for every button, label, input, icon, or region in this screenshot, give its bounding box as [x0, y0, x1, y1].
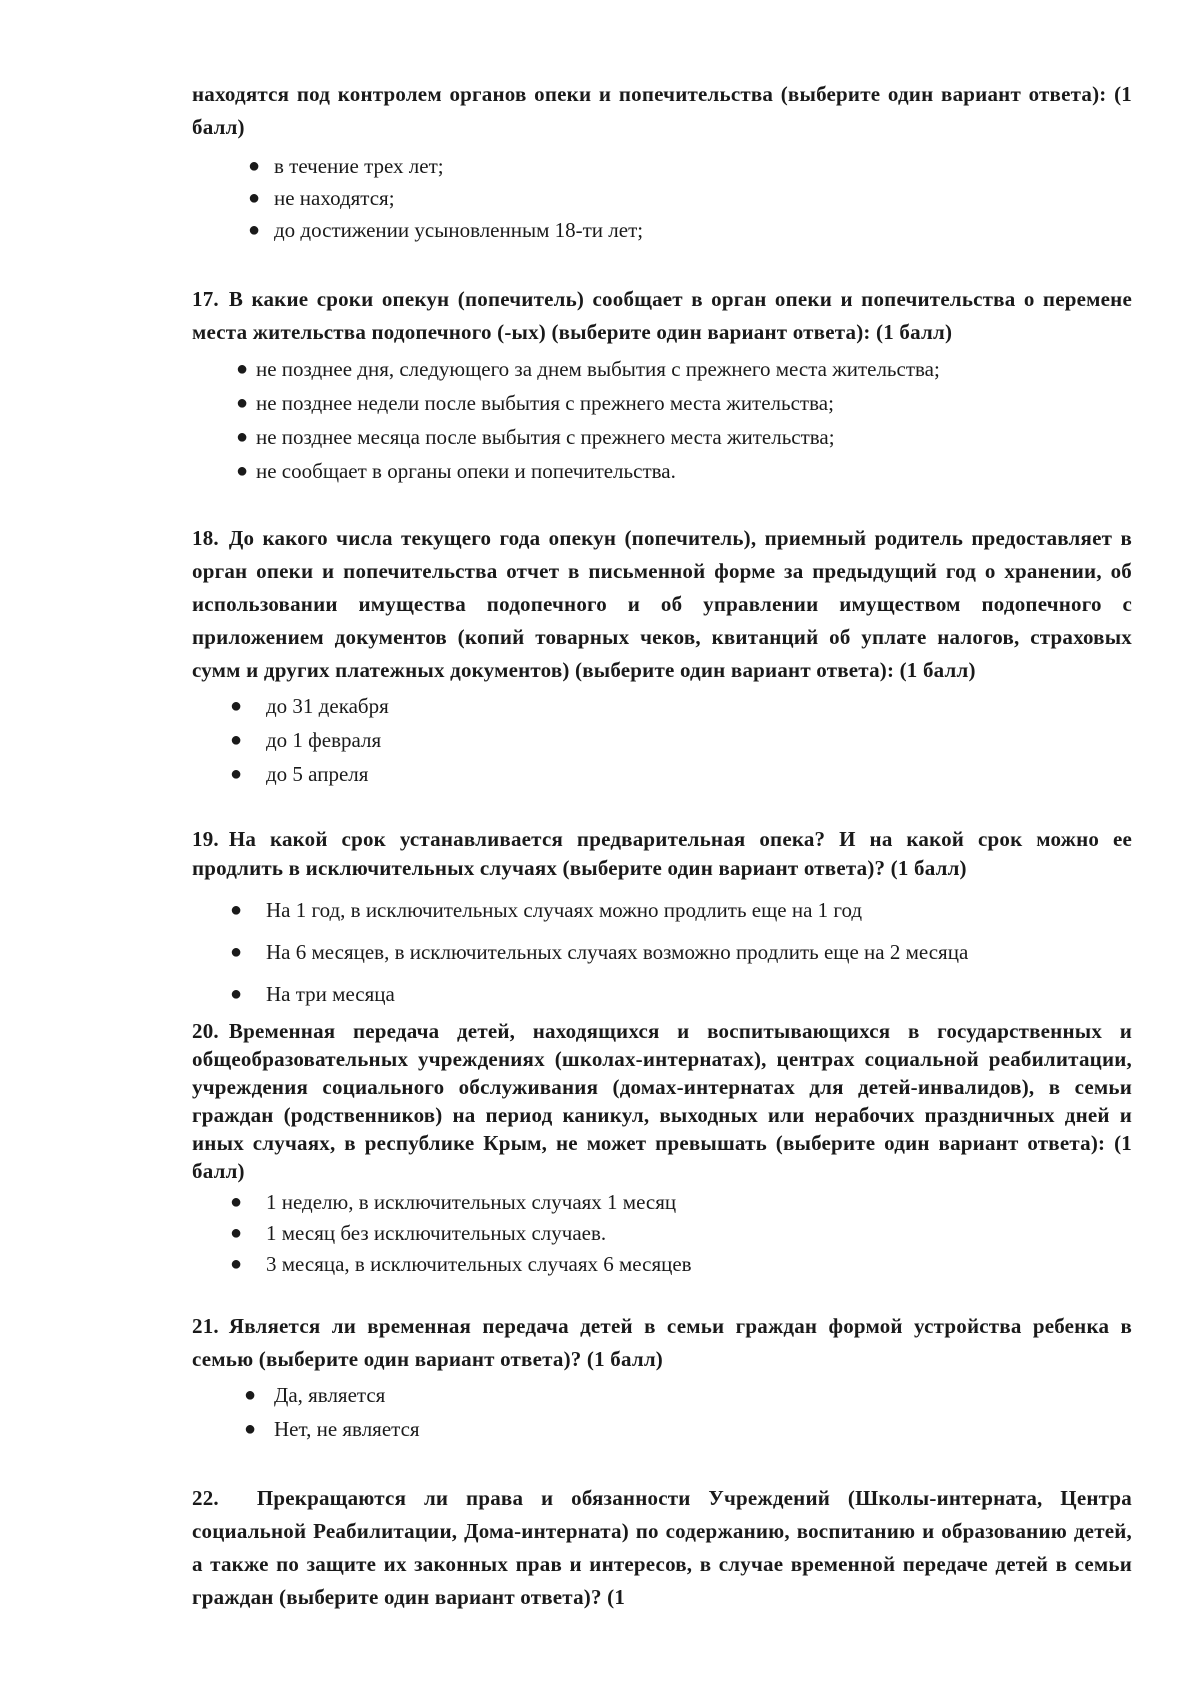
answer-option[interactable]: ● не позднее дня, следующего за днем выбытия с прежнего места жительства; — [192, 352, 1132, 386]
bullet-icon: ● — [236, 358, 249, 380]
question-text: 21. Является ли временная передача детей в семьи граждан формой устройства ребенка в семью (выберите один вариант ответа)? (1 балл) — [192, 1314, 1132, 1371]
bullet-icon: ● — [230, 1191, 243, 1213]
answer-options — [192, 1378, 1132, 1446]
question-number: 19. — [192, 827, 219, 851]
question-text: 22. Прекращаются ли права и обязанности Учреждений (Школы-интерната, Центра социальной Реабилитации, Дома-интерната) по содержанию, воспитанию и образованию детей, а также по защите их законных прав и интересов, в случае временной передаче детей в семьи граждан (выберите один вариант ответа)? (1 — [192, 1486, 1132, 1609]
bullet-icon: ● — [230, 899, 243, 921]
answer-option[interactable]: ● 1 неделю, в исключительных случаях 1 месяц — [192, 1187, 1132, 1218]
bullet-icon: ● — [230, 695, 243, 717]
answer-option[interactable]: ● не сообщает в органы опеки и попечительства. — [192, 454, 1132, 488]
answer-option[interactable]: ● не позднее недели после выбытия с прежнего места жительства; — [192, 386, 1132, 420]
answer-option[interactable]: ● не находятся; — [192, 182, 1132, 214]
question-18-block — [192, 522, 1132, 791]
answer-option[interactable]: ● 1 месяц без исключительных случаев. — [192, 1218, 1132, 1249]
question-number: 18. — [192, 526, 219, 550]
answer-option[interactable]: ● до достижении усыновленным 18-ти лет; — [192, 214, 1132, 246]
question-20-block — [192, 1017, 1132, 1280]
question-number: 22. — [192, 1486, 219, 1510]
answer-option[interactable]: ● до 1 февраля — [192, 723, 1132, 757]
question-22-block — [192, 1482, 1132, 1614]
question-text: 20. Временная передача детей, находящихся и воспитывающихся в государственных и общеобразовательных учреждениях (школах-интернатах), центрах социальной реабилитации, учреждения социального обслуживания (домах-интернатах для детей-инвалидов), в семьи граждан (родственников) на период каникул, выходных или нерабочих праздничных дней и иных случаях, в республике Крым, не может превышать (выберите один вариант ответа): (1 балл) — [192, 1019, 1132, 1183]
bullet-icon: ● — [248, 219, 261, 241]
answer-options — [192, 352, 1132, 488]
answer-option[interactable]: ● не позднее месяца после выбытия с прежнего места жительства; — [192, 420, 1132, 454]
answer-option[interactable]: ● до 5 апреля — [192, 757, 1132, 791]
bullet-icon: ● — [236, 460, 249, 482]
bullet-icon: ● — [230, 763, 243, 785]
answer-options — [192, 889, 1132, 1015]
bullet-icon: ● — [236, 392, 249, 414]
question-number: 17. — [192, 287, 219, 311]
bullet-icon: ● — [244, 1384, 257, 1406]
bullet-icon: ● — [244, 1418, 257, 1440]
question-text: 18. До какого числа текущего года опекун (попечитель), приемный родитель предоставляет в орган опеки и попечительства отчет в письменной форме за предыдущий год о хранении, об использовании имущества подопечного и об управлении имуществом подопечного с приложением документов (копий товарных чеков, квитанций об уплате налогов, страховых сумм и других платежных документов) (выберите один вариант ответа): (1 балл) — [192, 526, 1132, 682]
answer-option[interactable]: ● в течение трех лет; — [192, 150, 1132, 182]
answer-option[interactable]: ● На три месяца — [192, 973, 1132, 1015]
document-page — [192, 78, 1132, 1614]
question-17-block — [192, 283, 1132, 488]
answer-options — [192, 1187, 1132, 1280]
bullet-icon: ● — [248, 187, 261, 209]
answer-options — [192, 689, 1132, 791]
answer-option[interactable]: ● Да, является — [192, 1378, 1132, 1412]
question-21-block — [192, 1310, 1132, 1446]
bullet-icon: ● — [236, 426, 249, 448]
answer-option[interactable]: ● Нет, не является — [192, 1412, 1132, 1446]
question-19-block — [192, 825, 1132, 1015]
question-number: 21. — [192, 1314, 219, 1338]
question-text: находятся под контролем органов опеки и попечительства (выберите один вариант ответа): (1 балл) — [192, 82, 1132, 139]
bullet-icon: ● — [230, 941, 243, 963]
answer-options — [192, 150, 1132, 246]
answer-option[interactable]: ● до 31 декабря — [192, 689, 1132, 723]
question-16-block — [192, 78, 1132, 246]
answer-option[interactable]: ● На 6 месяцев, в исключительных случаях возможно продлить еще на 2 месяца — [192, 931, 1132, 973]
bullet-icon: ● — [248, 155, 261, 177]
answer-option[interactable]: ● На 1 год, в исключительных случаях можно продлить еще на 1 год — [192, 889, 1132, 931]
bullet-icon: ● — [230, 729, 243, 751]
question-text: 17. В какие сроки опекун (попечитель) сообщает в орган опеки и попечительства о перемене места жительства подопечного (-ых) (выберите один вариант ответа): (1 балл) — [192, 287, 1132, 344]
question-text: 19. На какой срок устанавливается предварительная опека? И на какой срок можно ее продлить в исключительных случаях (выберите один вариант ответа)? (1 балл) — [192, 827, 1132, 880]
question-number: 20. — [192, 1019, 219, 1043]
bullet-icon: ● — [230, 983, 243, 1005]
bullet-icon: ● — [230, 1222, 243, 1244]
bullet-icon: ● — [230, 1253, 243, 1275]
answer-option[interactable]: ● 3 месяца, в исключительных случаях 6 месяцев — [192, 1249, 1132, 1280]
